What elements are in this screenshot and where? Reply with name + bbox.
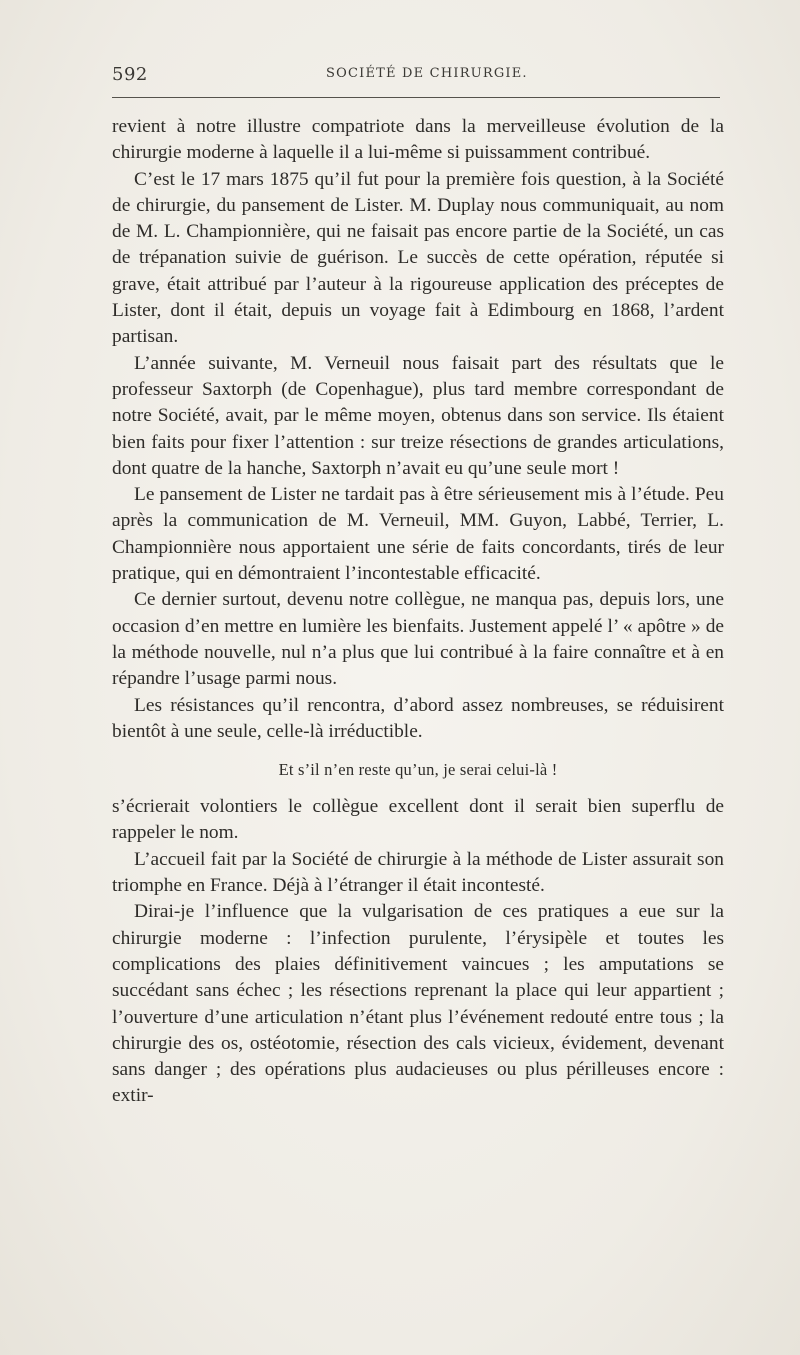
running-title: SOCIÉTÉ DE CHIRURGIE. [326, 66, 528, 81]
paragraph: L’accueil fait par la Société de chirurgie à la méthode de Lister assurait son triomphe en France. Déjà à l’étranger il était incontesté. [112, 848, 724, 897]
header-rule [112, 97, 720, 98]
main-text [112, 114, 724, 1110]
paragraph-continuation: s’écrierait volontiers le collègue excellent dont il serait bien superflu de rappeler le nom. [112, 796, 724, 844]
verse-quote: Et s’il n’en reste qu’un, je serai celui-là ! [278, 760, 558, 780]
page-number: 592 [112, 64, 148, 85]
paragraph: Le pansement de Lister ne tardait pas à être sérieusement mis à l’étude. Peu après la communication de M. Verneuil, MM. Guyon, Labbé, Terrier, L. Championnière nous apportaient une série de faits concordants, tirés de leur pratique, qui en démontraient l’incontestable efficacité. [112, 484, 724, 585]
paragraph: C’est le 17 mars 1875 qu’il fut pour la première fois question, à la Société de chirurgie, du pansement de Lister. M. Duplay nous communiquait, au nom de M. L. Championnière, qui ne faisait pas encore partie de la Société, un cas de trépanation suivie de guérison. Le succès de cette opération, réputée si grave, était attribué par l’auteur à la rigoureuse application des préceptes de Lister, dont il était, depuis un voyage fait à Edimbourg en 1868, l’ardent partisan. [112, 168, 724, 348]
paragraph: L’année suivante, M. Verneuil nous faisait part des résultats que le professeur Saxtorph (de Copenhague), plus tard membre correspondant de notre Société, avait, par le même moyen, obtenus dans son service. Ils étaient bien faits pour fixer l’attention : sur treize résections de grandes articulations, dont quatre de la hanche, Saxtorph n’avait eu qu’une seule mort ! [112, 352, 724, 479]
paragraph: Les résistances qu’il rencontra, d’abord assez nombreuses, se réduisirent bientôt à une seule, celle-là irréductible. [112, 694, 724, 742]
paragraph: Dirai-je l’influence que la vulgarisation de ces pratiques a eue sur la chirurgie moderne : l’infection purulente, l’érysipèle et toutes les complications des plaies définitivement vaincues ; les amputations se succédant sans échec ; les résections reprenant la place qui leur appartient ; l’ouverture d’une articulation n’étant plus l’événement redouté entre tous ; la chirurgie des os, ostéotomie, résection des cals vicieux, évidement, devenant sans danger ; des opérations plus audacieuses ou plus périlleuses encore : extir- [112, 901, 724, 1107]
page-header [112, 64, 720, 90]
paragraph-continuation: revient à notre illustre compatriote dans la merveilleuse évolution de la chirurgie moderne à laquelle il a lui-même si puissamment contribué. [112, 116, 724, 164]
paragraph: Ce dernier surtout, devenu notre collègue, ne manqua pas, depuis lors, une occasion d’en mettre en lumière les bienfaits. Justement appelé l’ « apôtre » de la méthode nouvelle, nul n’a plus que lui contribué à la faire connaître et à en répandre l’usage parmi nous. [112, 589, 724, 690]
